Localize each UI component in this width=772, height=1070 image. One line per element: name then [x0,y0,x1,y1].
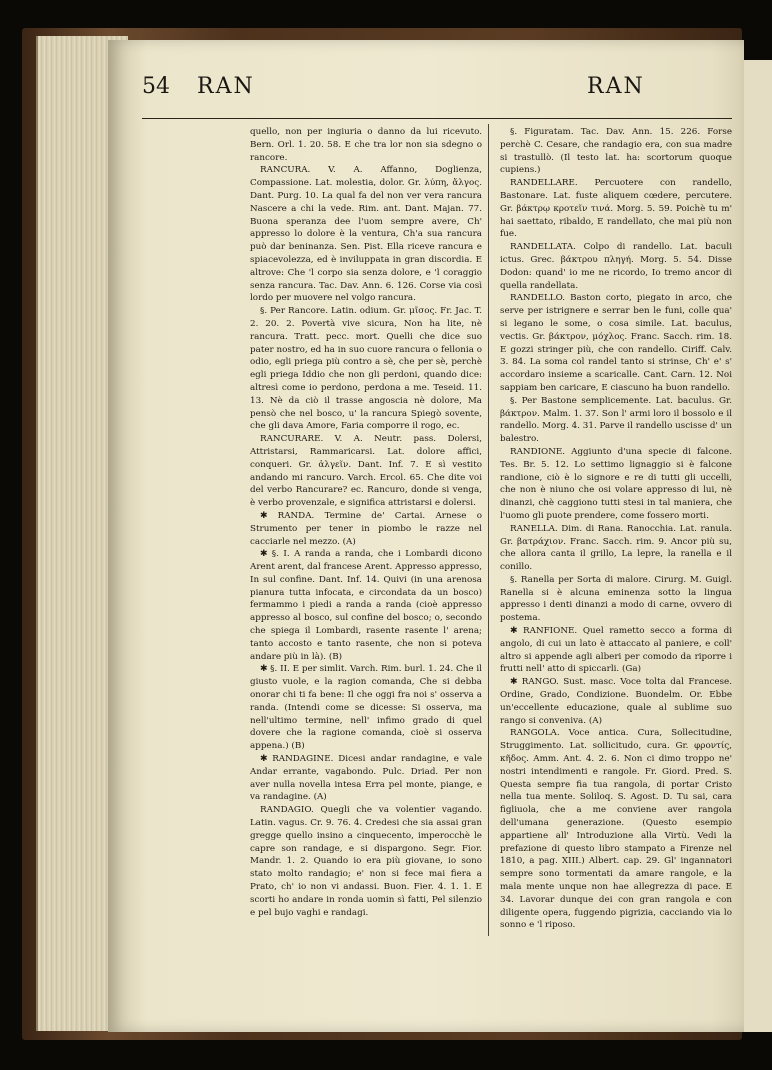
entry-paragraph: RANDAGIO. Quegli che va volentier vagando. Latin. vagus. Cr. 9. 76. 4. Credesi che sia assai gran gregge quello insino a cinquecento, imperocchè le capre son randage, e si dispargono. Segr. Fior. Mandr. 1. 2. Quando io era più giovane, io sono stato molto randagio; e' non si fece mai fiera a Prato, ch' io non vi andassi. Buon. Fier. 4. 1. 1. E scorti ho andare in ronda uomin sì fatti, Pel silenzio e pel bujo vaghi e randagi. [250,805,482,918]
left-column [250,126,482,919]
entry-paragraph: ✱ §. II. E per simlit. Varch. Rim. burl. 1. 24. Che il giusto vuole, e la ragion comanda, Che si debba onorar chi ti fa bene: Il che oggi fra noi s' osserva a randa. (Intendi come se dicesse: Si osserva, ma nell'ultimo termine, nell' infimo grado di quel dovere che la ragione comanda, cioè si osserva appena.) (B) [250,664,482,752]
entry-paragraph: RANCURARE. V. A. Neutr. pass. Dolersi, Attristarsi, Rammaricarsi. Lat. dolore affici, conqueri. Gr. ἀλγεῖν. Dant. Inf. 7. E sì vestito andando mi rancuro. Varch. Ercol. 65. Che dite voi del verbo Rancurare? ec. Rancuro, donde si venga, è verbo provenzale, e significa attristarsi e dolersi. [250,434,482,509]
entry-paragraph: RANDELLARE. Percuotere con randello, Bastonare. Lat. fuste aliquem cœdere, percutere. Gr. βάκτρῳ κροτεῖν τινά. Morg. 5. 59. Poichè tu m' hai saettato, ribaldo, E randellato, che mai più non fue. [500,178,732,240]
running-head-left: RAN [197,74,255,99]
header-rule [142,118,732,119]
entry-paragraph: ✱ RANFIONE. Quel rametto secco a forma di angolo, di cui un lato è attaccato al paniere, e coll' altro si appende agli alberi per comodo da riporre i frutti nell' atto di spiccarli. (Ga) [500,626,732,675]
entry-paragraph: §. Figuratam. Tac. Dav. Ann. 15. 226. Forse perchè C. Cesare, che randagio era, con sua madre si trastullò. (Il testo lat. ha: scortorum quoque cupiens.) [500,127,732,176]
entry-paragraph: §. Per Rancore. Latin. odium. Gr. μῖσος. Fr. Jac. T. 2. 20. 2. Povertà vive sicura, Non ha lite, nè rancura. Tratt. pecc. mort. Quelli che dice suo pater nostro, ed ha in suo cuore rancura o fellonia o odio, egli priega più contro a sè, che per sè, perchè egli priega Iddio che non gli perdoni, quando dice: altresì come io perdono, perdona a me. Teseid. 11. 13. Nè da ciò il trasse angoscia nè dolore, Ma pensò che nel bosco, u' la rancura Spiegò sovente, che gli dava Amore, Faria comporre il rogo, ec. [250,306,482,432]
column-divider [488,124,489,936]
page-header [142,64,732,104]
entry-paragraph: ✱ RANGO. Sust. masc. Voce tolta dal Francese. Ordine, Grado, Condizione. Buondelm. Or. Ebbe un'eccellente educazione, quale al sublime suo rango si conveniva. (A) [500,677,732,726]
entry-paragraph: ✱ RANDA. Termine de' Cartai. Arnese o Strumento per tener in piombo le razze nel cacciarle nel mezzo. (A) [250,510,482,547]
entry-paragraph: RANDELLATA. Colpo di randello. Lat. baculi ictus. Grec. βάκτρου πληγή. Morg. 5. 54. Disse Dodon: quand' io me ne ricordo, Io tremo ancor di quella randellata. [500,242,732,291]
entry-paragraph: ✱ §. I. A randa a randa, che i Lombardi dicono Arent arent, dal francese Arent. Appresso appresso, In sul confine. Dant. Inf. 14. Quivi (in una arenosa pianura tutta infocata, e circondata da un bosco) fermammo i piedi a randa a randa (cioè appresso appresso al bosco, sul confine del bosco; o, secondo che spiega il Lombardi, rasente rasente l' arena; tanto accosto e tanto rasente, che non si poteva andare più in là). (B) [250,549,482,662]
entry-paragraph: RANELLA. Dim. di Rana. Ranocchia. Lat. ranula. Gr. βατράχιον. Franc. Sacch. rim. 9. Ancor più su, che allora canta il grillo, La lepre, la ranella e il conillo. [500,523,732,573]
entry-paragraph: RANGOLA. Voce antica. Cura, Sollecitudine, Struggimento. Lat. sollicitudo, cura. Gr. φροντίς, κῆδος. Amm. Ant. 4. 2. 6. Non ci dimo troppo ne' nostri intendimenti e rangole. Fr. Giord. Pred. S. Questa sempre fia tua rangola, di portar Cristo nella tua mente. Soliloq. S. Agost. D. Tu sai, cara figliuola, che a me conviene aver rangola dell'umana generazione. (Questo esempio appartiene all' Introduzione alla Virtù. Vedi la prefazione di questo libro stampato a Firenze nel 1810, a pag. XIII.) Albert. cap. 29. Gl' ingannatori sempre sono tormentati da amare rangole, e la mala mente unque non hae allegrezza di pace. E 34. Lavorar dunque dei con gran rangola e con diligente opera, fuggendo pigrizia, cacciando via lo sonno e 'l riposo. [500,728,732,931]
entry-paragraph: RANDIONE. Aggiunto d'una specie di falcone. Tes. Br. 5. 12. Lo settimo lignaggio si è falcone randione, ciò è lo signore e re di tutti gli uccelli, che non è niuno che osi volare appresso di lui, nè dinanzi, chè caggiono tutti stesi in tal maniera, che l'uomo gli puote prendere, come fossero morti. [500,446,732,521]
entry-paragraph: RANCURA. V. A. Affanno, Doglienza, Compassione. Lat. molestia, dolor. Gr. λύπη, ἄλγος. Dant. Purg. 10. La qual fa del non ver vera rancura Nascere a chi la vede. Rim. ant. Dant. Majan. 77. Buona speranza dee l'uom sempre avere, Ch' appresso lo dolore è la ventura, Ch'a sua rancura può dar beninanza. Sen. Pist. Ella riceve rancura e spiacevolezza, ed è inviluppata in gran discordia. E altrove: Che 'l corpo sia senza dolore, e 'l coraggio senza rancura. Tac. Dav. Ann. 6. 126. Corse via così lordo per muovere nel volgo rancura. [250,165,482,304]
entry-paragraph: §. Ranella per Sorta di malore. Cirurg. M. Guigl. Ranella si è alcuna eminenza sotto la lingua appresso i denti dinanzi a modo di carne, ovvero di postema. [500,574,732,624]
entry-paragraph: §. Per Bastone semplicemente. Lat. baculus. Gr. βάκτρον. Malm. 1. 37. Son l' armi loro il bossolo e il randello. Morg. 4. 31. Parve il randello uscisse d' un balestro. [500,395,732,445]
running-head-right: RAN [587,74,645,99]
page-number: 54 [142,74,170,99]
right-column [500,126,732,932]
entry-paragraph: quello, non per ingiuria o danno da lui ricevuto. Bern. Orl. 1. 20. 58. E che tra lor non sia sdegno o rancore. [250,127,482,163]
entry-paragraph: RANDELLO. Baston corto, piegato in arco, che serve per istrignere e serrar ben le funi, colle qua' si legano le some, o cosa simile. Lat. baculus, vectis. Gr. βάκτρον, μόχλος. Franc. Sacch. rim. 18. E gozzi stringer più, che con randello. Ciriff. Calv. 3. 84. La soma col randel tanto si strinse, Ch' e' s' accordaro insieme a scaricalle. Cant. Carn. 12. Noi sappiam ben caricare, E ciascuno ha buon randello. [500,293,732,393]
entry-paragraph: ✱ RANDAGINE. Dicesi andar randagine, e vale Andar errante, vagabondo. Pulc. Driad. Per non aver nulla novella intesa Erra pel monte, piange, e va randagine. (A) [250,754,482,803]
